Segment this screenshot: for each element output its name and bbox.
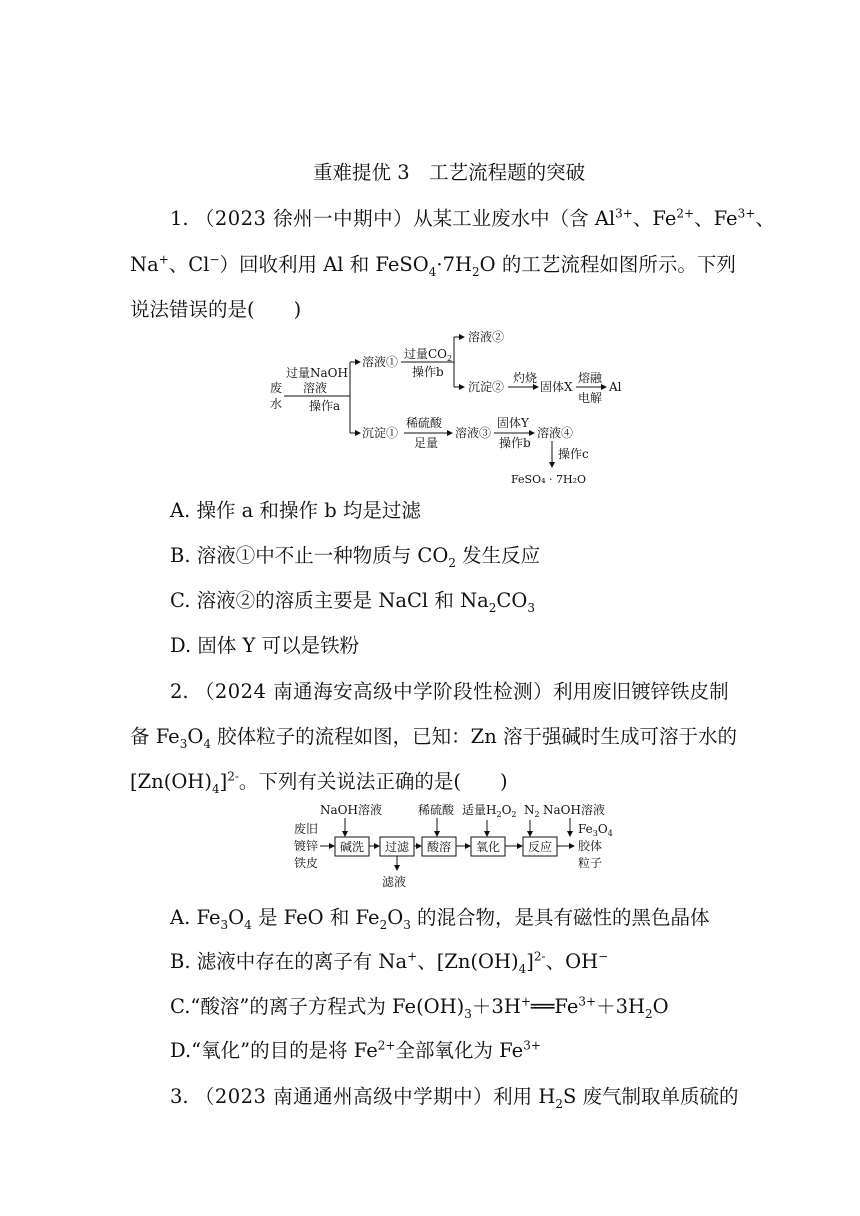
op-c-label: 操作c (558, 447, 589, 461)
q2-line2: 备 $Fe_3O_4$ 胶体粒子的流程如图，已知：Zn 溶于强碱时生成可溶于水的 (130, 725, 737, 751)
q2-line1: 2. （2024 南通海安高级中学阶段性检测）利用废旧镀锌铁皮制 (170, 680, 729, 703)
sol2-label: 溶液② (468, 330, 505, 344)
output-label-3: 粒子 (578, 856, 603, 870)
sol4-label: 溶液④ (537, 426, 574, 440)
box-wash: 碱洗 (340, 840, 365, 854)
burn-label: 灼烧 (513, 371, 538, 385)
q2-option-b: B. 滤液中存在的离子有 Na+、$[Zn(OH)_4]^{2-}$、OH− (170, 949, 609, 976)
q2-option-a: A. $Fe_3O_4$ 是 FeO 和 $Fe_2O_3$ 的混合物，是具有磁性的黑色晶体 (170, 906, 710, 932)
naoh-top-label: NaOH溶液 (320, 803, 382, 817)
melt-label: 熔融 (578, 371, 603, 385)
co2-label: 过量$CO_2$ (404, 347, 453, 363)
q2-line3: $[Zn(OH)_4]^{2-}$。下列有关说法正确的是( ) (130, 769, 508, 796)
naoh2-top-label: NaOH溶液 (543, 803, 605, 817)
product-label: FeSO₄ · 7H₂O (511, 473, 587, 486)
enough-label: 足量 (414, 436, 439, 450)
al-label: Al (609, 380, 622, 394)
op-a-label: 操作a (309, 399, 341, 413)
q1-option-d: D. 固体 Y 可以是铁粉 (170, 634, 360, 657)
q3-line1: 3. （2023 南通通州高级中学期中）利用 $H_2S$ 废气制取单质硫的 (170, 1085, 739, 1111)
q1-option-b: B. 溶液①中不止一种物质与 $CO_2$ 发生反应 (170, 544, 541, 570)
input-label-1: 废旧 (294, 822, 319, 836)
input-label-2: 镀锌 (294, 839, 319, 853)
q1-line3: 说法错误的是( ) (130, 298, 302, 321)
q1-line1: 1. （2023 徐州一中期中）从某工业废水中（含 $Al^{3+}$、$Fe^{2+}$、$Fe^{3+}$、 (170, 206, 775, 230)
sol3-label: 溶液③ (455, 426, 492, 440)
solidx-label: 固体X (540, 380, 573, 394)
filtrate-label: 滤液 (382, 875, 407, 889)
box-oxidize: 氧化 (476, 840, 501, 854)
sol-label: 溶液 (303, 381, 328, 395)
q2-option-d: D.“氧化”的目的是将 $Fe^{2+}$全部氧化为 $Fe^{3+}$ (170, 1038, 541, 1062)
box-acid: 酸溶 (427, 840, 452, 854)
box-react: 反应 (528, 840, 553, 854)
electro-label: 电解 (578, 391, 603, 405)
n2-top-label: $N_2$ (524, 803, 540, 819)
q1-option-a: A. 操作 a 和操作 b 均是过滤 (170, 499, 421, 522)
waste-label-2: 水 (270, 397, 283, 411)
h2so4-top-label: 稀硫酸 (418, 803, 455, 817)
box-filter: 过滤 (385, 840, 410, 854)
waste-label-1: 废 (270, 381, 283, 395)
section-title: 重难提优 3 工艺流程题的突破 (313, 161, 586, 184)
output-label-1: $Fe_3O_4$ (578, 822, 613, 838)
q1-line2: Na+、Cl−）回收利用 Al 和 $FeSO_4\cdot 7H_2O$ 的工艺流程如图所示。下列 (130, 252, 736, 279)
output-label-2: 胶体 (578, 839, 603, 853)
q2-flow-diagram (290, 800, 620, 895)
h2so4-label: 稀硫酸 (406, 416, 443, 430)
input-label-3: 铁皮 (294, 856, 319, 870)
op-b2-label: 操作b (499, 436, 531, 450)
sol1-label: 溶液① (362, 355, 399, 369)
q1-option-c: C. 溶液②的溶质主要是 NaCl 和 $Na_2CO_3$ (170, 589, 535, 615)
solidy-label: 固体Y (497, 416, 529, 430)
q2-option-c: C.“酸溶”的离子方程式为 $Fe(OH)_3+3H^+══Fe^{3+}+3H_2O$ (170, 994, 669, 1021)
ppt1-label: 沉淀① (362, 426, 399, 440)
ppt2-label: 沉淀② (468, 380, 505, 394)
q1-flow-diagram (268, 325, 622, 490)
op-b-label: 操作b (412, 365, 444, 379)
naoh-label: 过量NaOH (286, 366, 348, 380)
h2o2-top-label: 适量$H_2O_2$ (462, 803, 517, 819)
